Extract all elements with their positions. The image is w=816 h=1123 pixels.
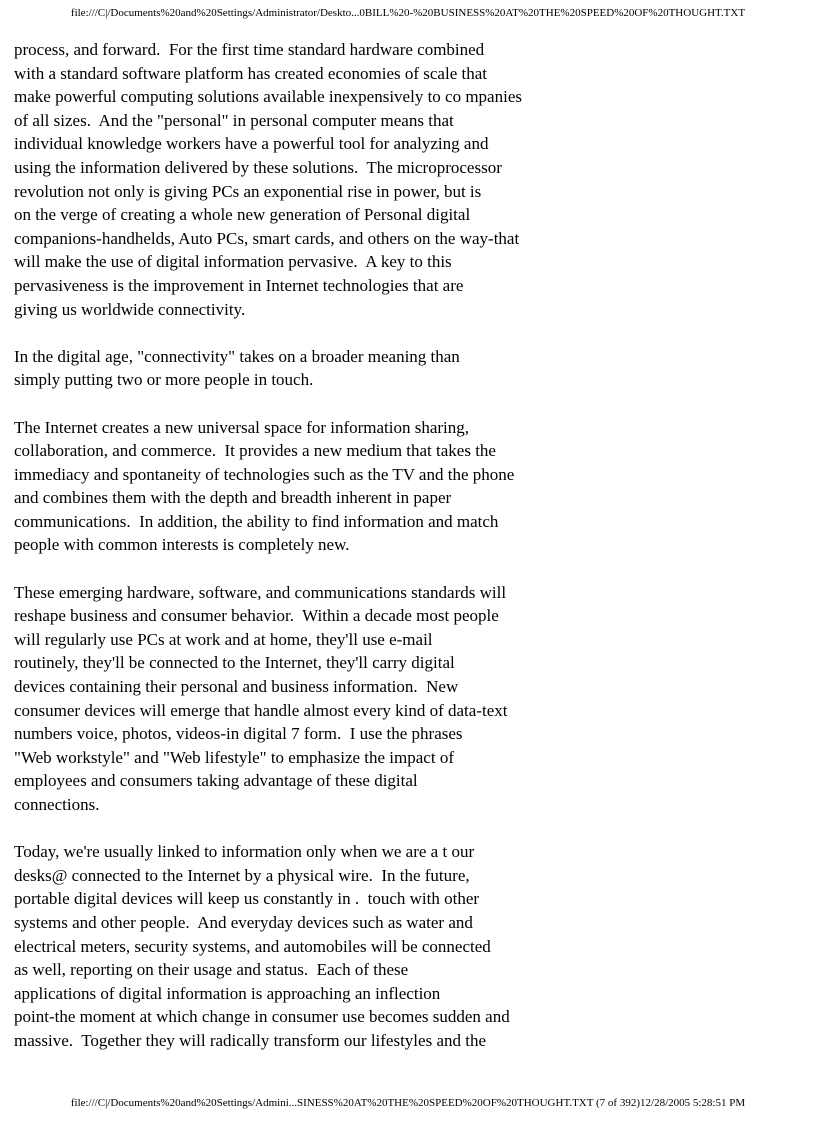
- text-line: applications of digital information is approaching an inflection: [14, 983, 441, 1003]
- text-line: collaboration, and commerce. It provides a new medium that takes the: [14, 441, 496, 461]
- text-line: of all sizes. And the "personal" in personal computer means that: [14, 110, 454, 130]
- paragraph: [14, 345, 614, 392]
- text-line: portable digital devices will keep us constantly in . touch with other: [14, 889, 480, 909]
- text-line: on the verge of creating a whole new generation of Personal digital: [14, 205, 471, 225]
- text-line: make powerful computing solutions available inexpensively to co mpanies: [14, 87, 522, 107]
- text-line: will make the use of digital information pervasive. A key to this: [14, 252, 452, 272]
- text-line: revolution not only is giving PCs an exponential rise in power, but is: [14, 181, 482, 201]
- paragraph: [14, 416, 614, 558]
- text-line: point-the moment at which change in consumer use becomes sudden and: [14, 1007, 510, 1027]
- text-line: reshape business and consumer behavior. Within a decade most people: [14, 606, 499, 626]
- text-line: as well, reporting on their usage and status. Each of these: [14, 960, 409, 980]
- text-line: with a standard software platform has created economies of scale that: [14, 63, 487, 83]
- text-line: "Web workstyle" and "Web lifestyle" to emphasize the impact of: [14, 747, 454, 767]
- text-line: employees and consumers taking advantage of these digital: [14, 771, 418, 791]
- text-line: numbers voice, photos, videos-in digital 7 form. I use the phrases: [14, 724, 463, 744]
- paragraph: [14, 38, 614, 321]
- text-line: desks@ connected to the Internet by a physical wire. In the future,: [14, 865, 470, 885]
- paragraph: [14, 840, 614, 1052]
- text-line: people with common interests is completely new.: [14, 535, 350, 555]
- text-line: process, and forward. For the first time standard hardware combined: [14, 40, 485, 59]
- text-line: consumer devices will emerge that handle almost every kind of data-text: [14, 700, 508, 720]
- text-line: electrical meters, security systems, and automobiles will be connected: [14, 936, 491, 956]
- footer-file-path-and-timestamp: file:///C|/Documents%20and%20Settings/Admini...SINESS%20AT%20THE%20SPEED%20OF%20THOUGHT.TXT (7 of 392)12/28/2005 5:28:51 PM: [70, 1097, 746, 1109]
- text-line: pervasiveness is the improvement in Internet technologies that are: [14, 275, 464, 295]
- text-line: immediacy and spontaneity of technologies such as the TV and the phone: [14, 464, 515, 484]
- text-line: In the digital age, "connectivity" takes on a broader meaning than: [14, 346, 460, 366]
- text-line: simply putting two or more people in touch.: [14, 370, 314, 390]
- text-line: will regularly use PCs at work and at home, they'll use e-mail: [14, 629, 433, 649]
- text-line: Today, we're usually linked to information only when we are a t our: [14, 842, 475, 862]
- text-line: companions-handhelds, Auto PCs, smart cards, and others on the way-that: [14, 228, 520, 248]
- text-line: connections.: [14, 795, 100, 814]
- paragraph: [14, 581, 614, 817]
- text-line: The Internet creates a new universal space for information sharing,: [14, 417, 470, 437]
- header-file-path: file:///C|/Documents%20and%20Settings/Administrator/Deskto...0BILL%20-%20BUSINESS%20AT%20THE%20SPEED%20OF%20THOUGHT.TXT: [70, 7, 746, 19]
- text-line: using the information delivered by these solutions. The microprocessor: [14, 157, 502, 177]
- text-line: These emerging hardware, software, and communications standards will: [14, 582, 507, 602]
- text-line: systems and other people. And everyday devices such as water and: [14, 912, 473, 932]
- text-line: giving us worldwide connectivity.: [14, 299, 246, 319]
- text-line: routinely, they'll be connected to the Internet, they'll carry digital: [14, 653, 455, 673]
- document-body: [14, 38, 614, 1053]
- text-line: devices containing their personal and business information. New: [14, 677, 459, 697]
- text-line: communications. In addition, the ability to find information and match: [14, 511, 499, 531]
- text-line: massive. Together they will radically transform our lifestyles and the: [14, 1030, 487, 1050]
- text-line: individual knowledge workers have a powerful tool for analyzing and: [14, 134, 489, 154]
- text-line: and combines them with the depth and breadth inherent in paper: [14, 488, 452, 508]
